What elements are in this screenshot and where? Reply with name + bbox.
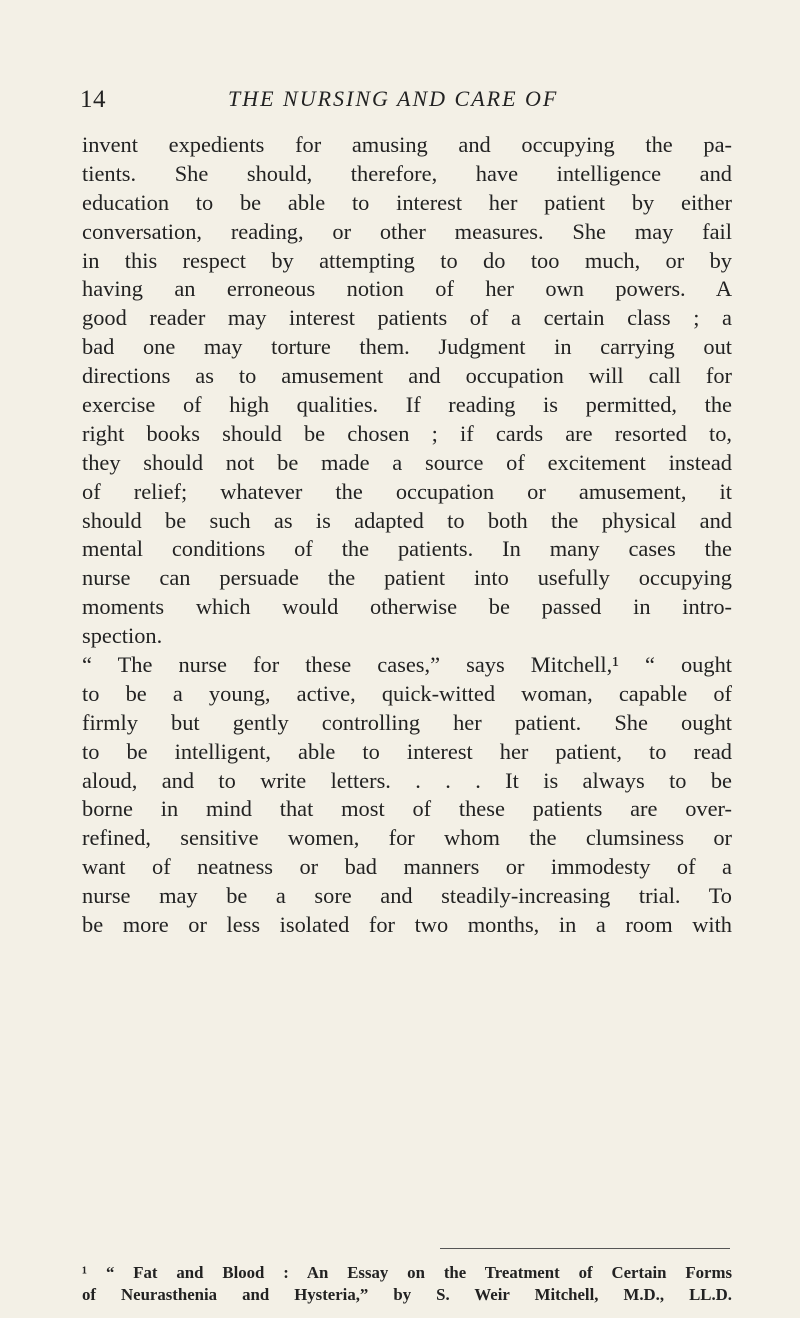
text-line: moments which would otherwise be passed in intro-	[82, 594, 732, 620]
text-line: good reader may interest patients of a certain class ; a	[82, 305, 732, 331]
text-line: spection.	[82, 623, 163, 649]
footnote	[82, 1262, 732, 1306]
text-line: want of neatness or bad manners or immodesty of a	[82, 854, 732, 880]
text-line: having an erroneous notion of her own powers. A	[82, 276, 732, 302]
page-number: 14	[80, 86, 106, 113]
text-line: in this respect by attempting to do too much, or by	[82, 247, 732, 273]
text-line: to be intelligent, able to interest her patient, to read	[82, 738, 732, 764]
text-line: aloud, and to write letters. . . . It is always to be	[82, 767, 732, 793]
text-line: nurse may be a sore and steadily-increasing trial. To	[82, 883, 732, 909]
running-head	[80, 86, 730, 116]
text-line: education to be able to interest her patient by either	[82, 189, 732, 215]
text-line: borne in mind that most of these patients are over-	[82, 796, 732, 822]
text-line: exercise of high qualities. If reading is permitted, the	[82, 392, 732, 418]
footnote-line: of Neurasthenia and Hysteria,” by S. Weir Mitchell, M.D., LL.D.	[82, 1285, 732, 1304]
text-line: refined, sensitive women, for whom the clumsiness or	[82, 825, 732, 851]
text-line: right books should be chosen ; if cards are resorted to,	[82, 420, 732, 446]
text-line: they should not be made a source of excitement instead	[82, 449, 732, 475]
text-line: mental conditions of the patients. In many cases the	[82, 536, 732, 562]
text-line: be more or less isolated for two months, in a room with	[82, 912, 732, 938]
text-line: conversation, reading, or other measures. She may fail	[82, 218, 732, 244]
text-line: bad one may torture them. Judgment in carrying out	[82, 334, 732, 360]
footnote-divider	[440, 1248, 730, 1249]
body-text	[82, 131, 732, 940]
text-line: “ The nurse for these cases,” says Mitchell,¹ “ ought	[82, 652, 732, 678]
footnote-line: ¹ “ Fat and Blood : An Essay on the Treatment of Certain Forms	[82, 1263, 732, 1282]
running-title: THE NURSING AND CARE OF	[228, 86, 559, 111]
text-line: invent expedients for amusing and occupying the pa-	[82, 132, 732, 157]
text-line: of relief; whatever the occupation or amusement, it	[82, 478, 732, 504]
text-line: directions as to amusement and occupation will call for	[82, 363, 732, 389]
text-line: tients. She should, therefore, have intelligence and	[82, 160, 732, 186]
text-line: to be a young, active, quick-witted woman, capable of	[82, 680, 732, 706]
text-line: firmly but gently controlling her patient. She ought	[82, 709, 732, 735]
text-line: should be such as is adapted to both the physical and	[82, 507, 732, 533]
text-line: nurse can persuade the patient into usefully occupying	[82, 565, 732, 591]
